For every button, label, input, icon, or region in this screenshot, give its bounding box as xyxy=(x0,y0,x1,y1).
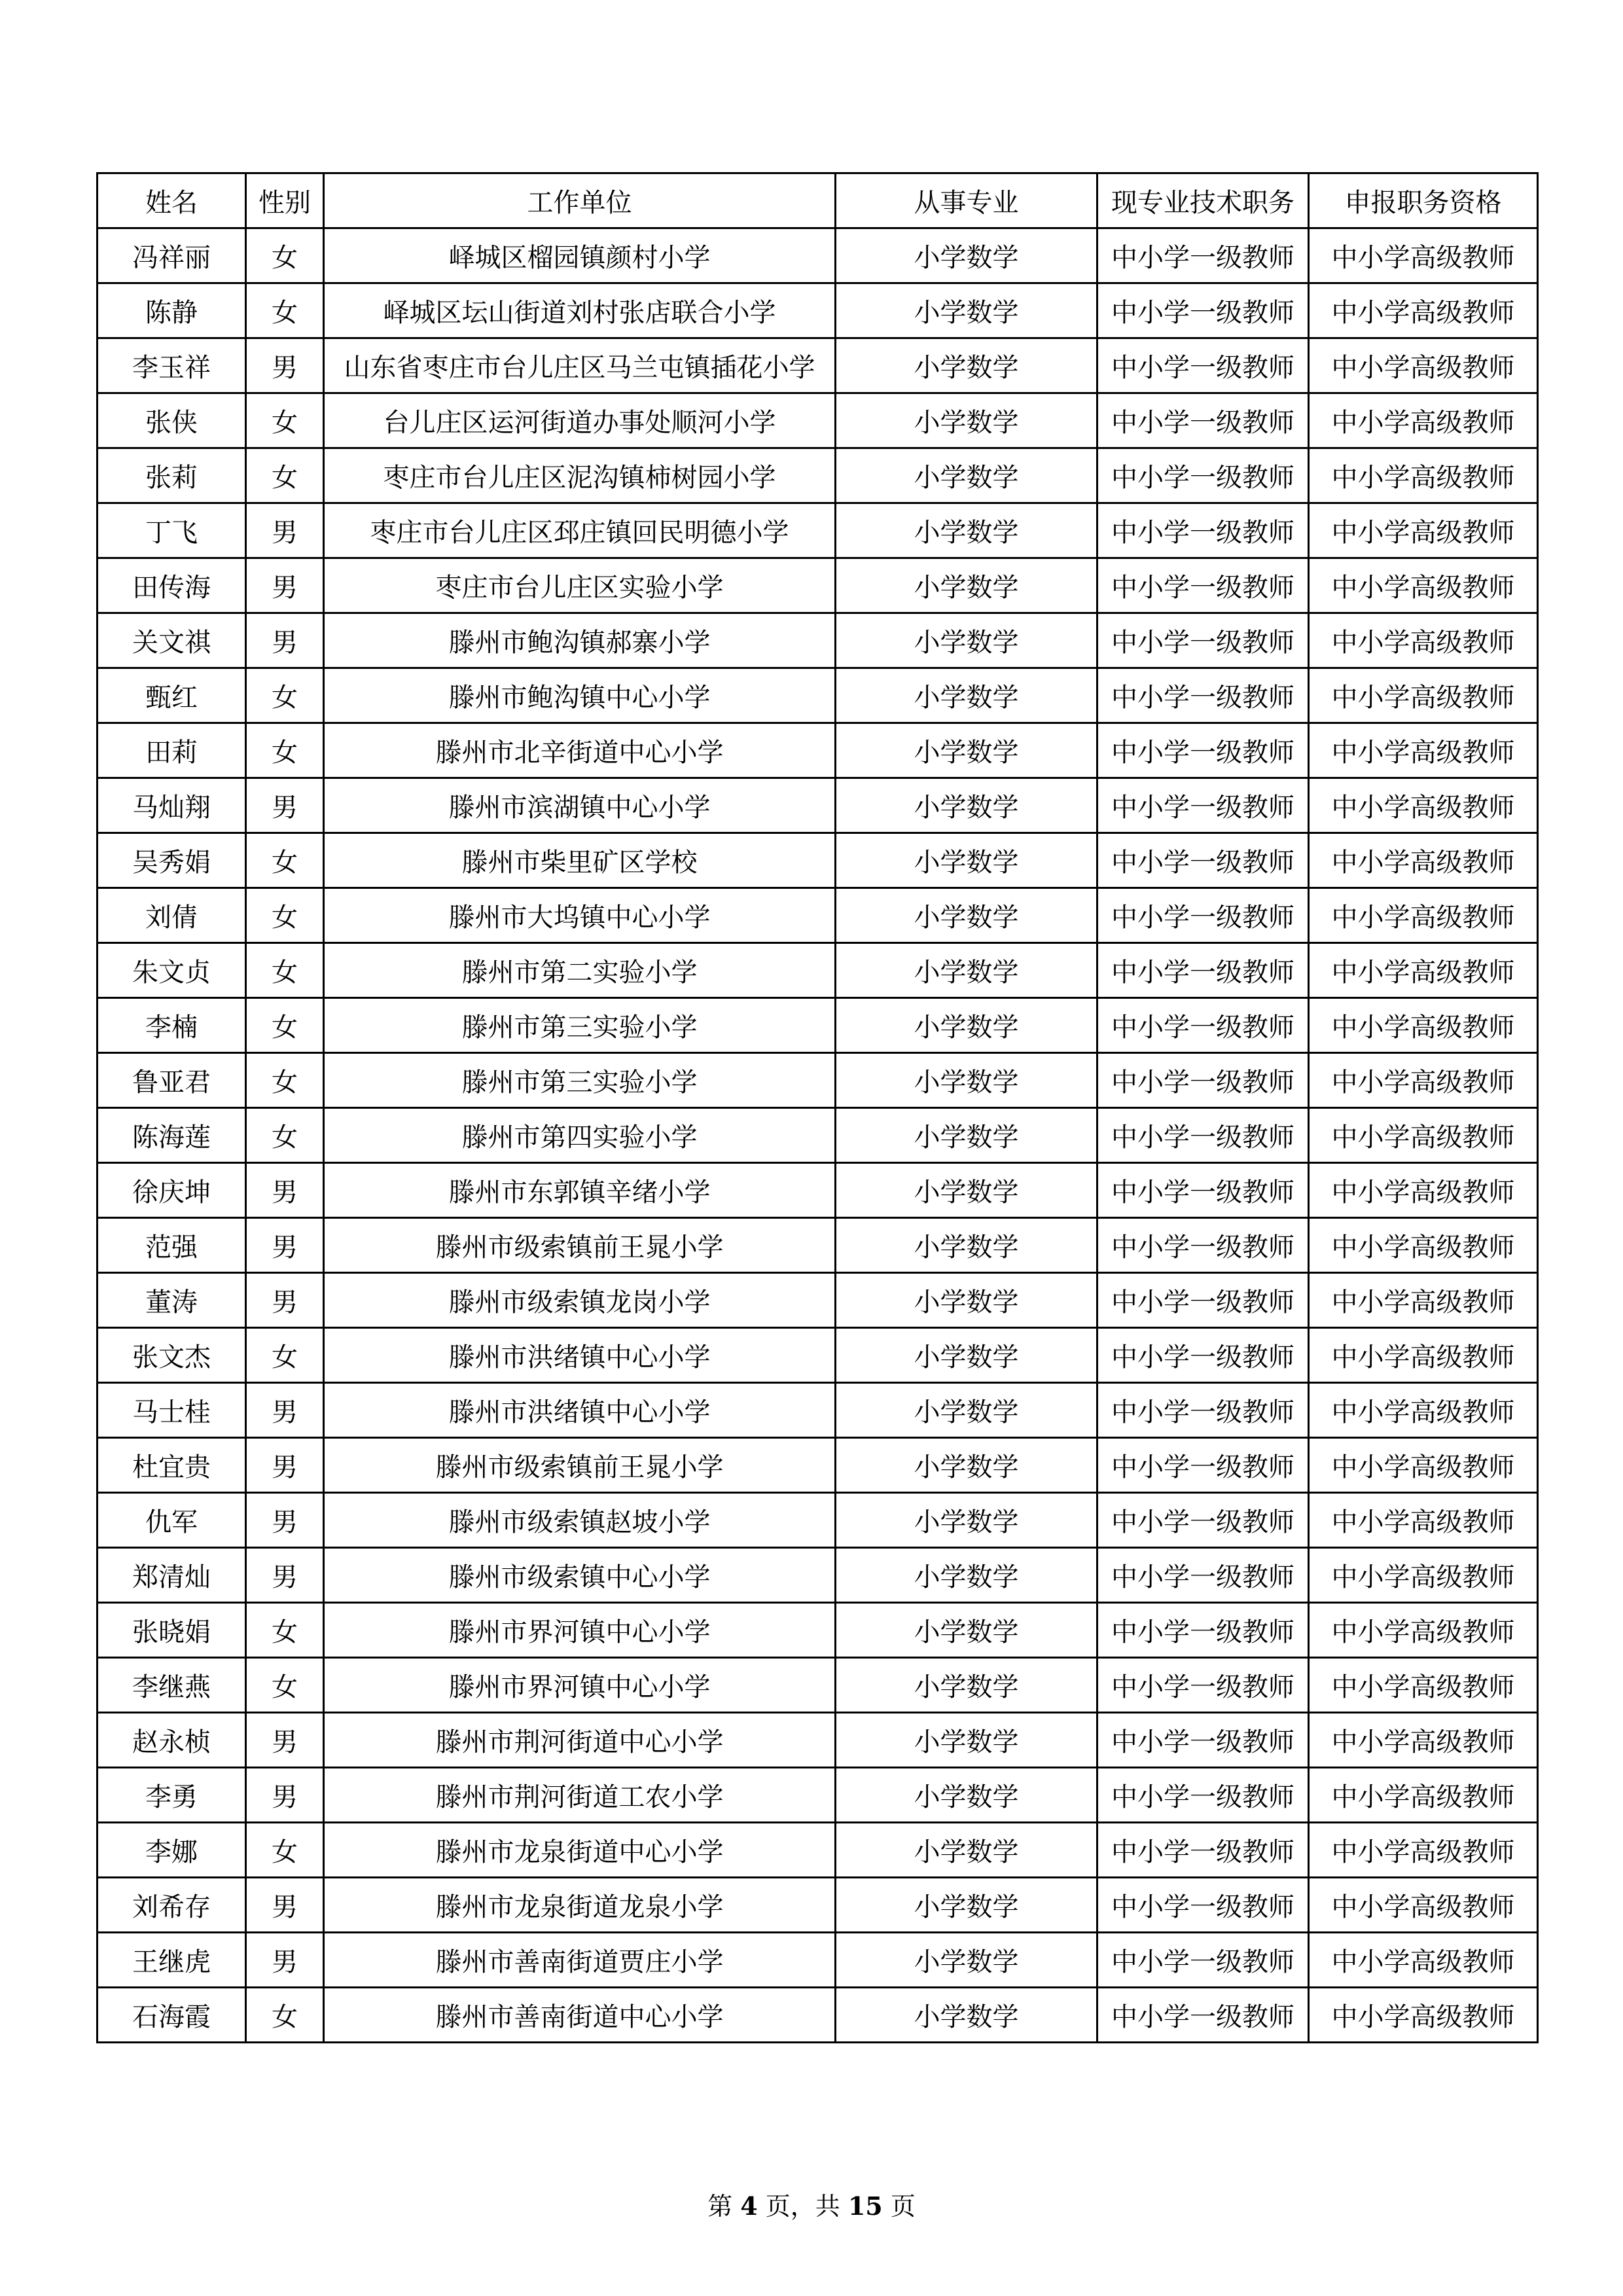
cell-name: 王继虎 xyxy=(98,1933,246,1988)
cell-gender: 男 xyxy=(246,1383,324,1438)
table-row xyxy=(98,338,1538,393)
cell-gender: 男 xyxy=(246,1548,324,1603)
cell-specialty: 小学数学 xyxy=(836,1933,1097,1988)
cell-applied-qualification: 中小学高级教师 xyxy=(1309,943,1538,998)
cell-specialty: 小学数学 xyxy=(836,1053,1097,1108)
cell-specialty: 小学数学 xyxy=(836,1218,1097,1273)
cell-name: 石海霞 xyxy=(98,1988,246,2043)
cell-applied-qualification: 中小学高级教师 xyxy=(1309,393,1538,448)
cell-applied-qualification: 中小学高级教师 xyxy=(1309,1878,1538,1933)
cell-gender: 女 xyxy=(246,393,324,448)
cell-gender: 女 xyxy=(246,833,324,888)
cell-gender: 女 xyxy=(246,1108,324,1163)
cell-work-unit: 滕州市东郭镇辛绪小学 xyxy=(324,1163,836,1218)
cell-name: 李玉祥 xyxy=(98,338,246,393)
table-row xyxy=(98,1108,1538,1163)
table-row xyxy=(98,1383,1538,1438)
cell-name: 徐庆坤 xyxy=(98,1163,246,1218)
cell-work-unit: 滕州市龙泉街道中心小学 xyxy=(324,1823,836,1878)
cell-gender: 女 xyxy=(246,448,324,503)
table-header xyxy=(98,173,1538,228)
cell-specialty: 小学数学 xyxy=(836,723,1097,778)
cell-name: 田莉 xyxy=(98,723,246,778)
cell-gender: 女 xyxy=(246,998,324,1053)
cell-work-unit: 滕州市级索镇中心小学 xyxy=(324,1548,836,1603)
cell-specialty: 小学数学 xyxy=(836,1878,1097,1933)
cell-name: 冯祥丽 xyxy=(98,228,246,283)
table-row xyxy=(98,503,1538,558)
cell-specialty: 小学数学 xyxy=(836,228,1097,283)
cell-current-title: 中小学一级教师 xyxy=(1097,1438,1309,1493)
cell-applied-qualification: 中小学高级教师 xyxy=(1309,1328,1538,1383)
cell-current-title: 中小学一级教师 xyxy=(1097,338,1309,393)
cell-applied-qualification: 中小学高级教师 xyxy=(1309,1713,1538,1768)
table-row xyxy=(98,1163,1538,1218)
cell-specialty: 小学数学 xyxy=(836,778,1097,833)
cell-current-title: 中小学一级教师 xyxy=(1097,833,1309,888)
cell-gender: 男 xyxy=(246,1713,324,1768)
table-row xyxy=(98,833,1538,888)
cell-specialty: 小学数学 xyxy=(836,393,1097,448)
table-row xyxy=(98,1218,1538,1273)
cell-applied-qualification: 中小学高级教师 xyxy=(1309,1108,1538,1163)
cell-work-unit: 枣庄市台儿庄区泥沟镇柿树园小学 xyxy=(324,448,836,503)
cell-gender: 女 xyxy=(246,1328,324,1383)
roster-table xyxy=(96,172,1539,2043)
table-row xyxy=(98,613,1538,668)
cell-applied-qualification: 中小学高级教师 xyxy=(1309,448,1538,503)
cell-name: 关文祺 xyxy=(98,613,246,668)
cell-current-title: 中小学一级教师 xyxy=(1097,283,1309,338)
cell-current-title: 中小学一级教师 xyxy=(1097,998,1309,1053)
cell-applied-qualification: 中小学高级教师 xyxy=(1309,833,1538,888)
cell-gender: 男 xyxy=(246,1438,324,1493)
cell-work-unit: 峄城区榴园镇颜村小学 xyxy=(324,228,836,283)
cell-applied-qualification: 中小学高级教师 xyxy=(1309,613,1538,668)
cell-gender: 男 xyxy=(246,338,324,393)
cell-specialty: 小学数学 xyxy=(836,1658,1097,1713)
table-row xyxy=(98,1658,1538,1713)
table-row xyxy=(98,1878,1538,1933)
cell-name: 甄红 xyxy=(98,668,246,723)
cell-specialty: 小学数学 xyxy=(836,833,1097,888)
table-row xyxy=(98,1988,1538,2043)
cell-current-title: 中小学一级教师 xyxy=(1097,1383,1309,1438)
cell-current-title: 中小学一级教师 xyxy=(1097,1658,1309,1713)
cell-work-unit: 滕州市柴里矿区学校 xyxy=(324,833,836,888)
table-row xyxy=(98,1548,1538,1603)
cell-name: 马灿翔 xyxy=(98,778,246,833)
cell-name: 杜宜贵 xyxy=(98,1438,246,1493)
cell-specialty: 小学数学 xyxy=(836,1823,1097,1878)
cell-specialty: 小学数学 xyxy=(836,503,1097,558)
cell-current-title: 中小学一级教师 xyxy=(1097,1878,1309,1933)
table-row xyxy=(98,448,1538,503)
cell-work-unit: 滕州市大坞镇中心小学 xyxy=(324,888,836,943)
cell-work-unit: 滕州市善南街道中心小学 xyxy=(324,1988,836,2043)
cell-current-title: 中小学一级教师 xyxy=(1097,1548,1309,1603)
cell-specialty: 小学数学 xyxy=(836,613,1097,668)
cell-specialty: 小学数学 xyxy=(836,448,1097,503)
table-row xyxy=(98,1713,1538,1768)
cell-work-unit: 滕州市第四实验小学 xyxy=(324,1108,836,1163)
cell-specialty: 小学数学 xyxy=(836,1108,1097,1163)
cell-applied-qualification: 中小学高级教师 xyxy=(1309,338,1538,393)
cell-current-title: 中小学一级教师 xyxy=(1097,393,1309,448)
cell-current-title: 中小学一级教师 xyxy=(1097,668,1309,723)
table-row xyxy=(98,558,1538,613)
cell-gender: 男 xyxy=(246,778,324,833)
cell-current-title: 中小学一级教师 xyxy=(1097,1108,1309,1163)
cell-applied-qualification: 中小学高级教师 xyxy=(1309,1053,1538,1108)
table-row xyxy=(98,1768,1538,1823)
cell-applied-qualification: 中小学高级教师 xyxy=(1309,283,1538,338)
cell-name: 赵永桢 xyxy=(98,1713,246,1768)
cell-work-unit: 滕州市荆河街道中心小学 xyxy=(324,1713,836,1768)
table-row xyxy=(98,778,1538,833)
cell-specialty: 小学数学 xyxy=(836,558,1097,613)
cell-current-title: 中小学一级教师 xyxy=(1097,723,1309,778)
cell-applied-qualification: 中小学高级教师 xyxy=(1309,1658,1538,1713)
cell-applied-qualification: 中小学高级教师 xyxy=(1309,1163,1538,1218)
cell-current-title: 中小学一级教师 xyxy=(1097,888,1309,943)
cell-work-unit: 滕州市级索镇前王晁小学 xyxy=(324,1438,836,1493)
cell-gender: 女 xyxy=(246,943,324,998)
cell-gender: 女 xyxy=(246,283,324,338)
cell-specialty: 小学数学 xyxy=(836,283,1097,338)
cell-current-title: 中小学一级教师 xyxy=(1097,503,1309,558)
cell-specialty: 小学数学 xyxy=(836,1163,1097,1218)
cell-gender: 女 xyxy=(246,1658,324,1713)
cell-current-title: 中小学一级教师 xyxy=(1097,1053,1309,1108)
cell-gender: 男 xyxy=(246,1768,324,1823)
table-row xyxy=(98,393,1538,448)
cell-specialty: 小学数学 xyxy=(836,888,1097,943)
cell-applied-qualification: 中小学高级教师 xyxy=(1309,1933,1538,1988)
column-header-specialty: 从事专业 xyxy=(836,173,1097,228)
cell-work-unit: 滕州市级索镇前王晁小学 xyxy=(324,1218,836,1273)
cell-gender: 男 xyxy=(246,613,324,668)
table-row xyxy=(98,1328,1538,1383)
header-row xyxy=(98,173,1538,228)
cell-current-title: 中小学一级教师 xyxy=(1097,1328,1309,1383)
cell-current-title: 中小学一级教师 xyxy=(1097,448,1309,503)
cell-name: 张文杰 xyxy=(98,1328,246,1383)
cell-work-unit: 滕州市洪绪镇中心小学 xyxy=(324,1383,836,1438)
cell-current-title: 中小学一级教师 xyxy=(1097,1603,1309,1658)
table-row xyxy=(98,1493,1538,1548)
cell-name: 郑清灿 xyxy=(98,1548,246,1603)
cell-name: 朱文贞 xyxy=(98,943,246,998)
cell-applied-qualification: 中小学高级教师 xyxy=(1309,1823,1538,1878)
cell-current-title: 中小学一级教师 xyxy=(1097,558,1309,613)
footer-page-number: 4 xyxy=(740,2191,758,2221)
cell-name: 吴秀娟 xyxy=(98,833,246,888)
cell-applied-qualification: 中小学高级教师 xyxy=(1309,998,1538,1053)
cell-work-unit: 滕州市第三实验小学 xyxy=(324,1053,836,1108)
cell-name: 田传海 xyxy=(98,558,246,613)
column-header-applied-qualification: 申报职务资格 xyxy=(1309,173,1538,228)
cell-name: 刘希存 xyxy=(98,1878,246,1933)
cell-applied-qualification: 中小学高级教师 xyxy=(1309,1988,1538,2043)
cell-gender: 男 xyxy=(246,558,324,613)
cell-name: 李继燕 xyxy=(98,1658,246,1713)
cell-work-unit: 滕州市鲍沟镇郝寨小学 xyxy=(324,613,836,668)
cell-work-unit: 峄城区坛山街道刘村张店联合小学 xyxy=(324,283,836,338)
table-row xyxy=(98,943,1538,998)
cell-specialty: 小学数学 xyxy=(836,338,1097,393)
page-footer xyxy=(0,2186,1623,2222)
cell-specialty: 小学数学 xyxy=(836,1383,1097,1438)
cell-gender: 男 xyxy=(246,1273,324,1328)
table-row xyxy=(98,1823,1538,1878)
cell-current-title: 中小学一级教师 xyxy=(1097,778,1309,833)
cell-applied-qualification: 中小学高级教师 xyxy=(1309,888,1538,943)
cell-work-unit: 滕州市级索镇赵坡小学 xyxy=(324,1493,836,1548)
cell-current-title: 中小学一级教师 xyxy=(1097,1493,1309,1548)
cell-work-unit: 滕州市洪绪镇中心小学 xyxy=(324,1328,836,1383)
cell-applied-qualification: 中小学高级教师 xyxy=(1309,1218,1538,1273)
cell-gender: 女 xyxy=(246,668,324,723)
cell-applied-qualification: 中小学高级教师 xyxy=(1309,1603,1538,1658)
cell-name: 陈海莲 xyxy=(98,1108,246,1163)
cell-current-title: 中小学一级教师 xyxy=(1097,1273,1309,1328)
cell-applied-qualification: 中小学高级教师 xyxy=(1309,1548,1538,1603)
table-row xyxy=(98,283,1538,338)
cell-specialty: 小学数学 xyxy=(836,1548,1097,1603)
cell-work-unit: 滕州市滨湖镇中心小学 xyxy=(324,778,836,833)
cell-gender: 女 xyxy=(246,888,324,943)
cell-work-unit: 滕州市鲍沟镇中心小学 xyxy=(324,668,836,723)
cell-specialty: 小学数学 xyxy=(836,1988,1097,2043)
cell-gender: 女 xyxy=(246,228,324,283)
column-header-work-unit: 工作单位 xyxy=(324,173,836,228)
footer-middle: 页，共 xyxy=(757,2192,848,2221)
cell-work-unit: 枣庄市台儿庄区实验小学 xyxy=(324,558,836,613)
cell-name: 仇军 xyxy=(98,1493,246,1548)
cell-specialty: 小学数学 xyxy=(836,1493,1097,1548)
cell-name: 张晓娟 xyxy=(98,1603,246,1658)
table-row xyxy=(98,1053,1538,1108)
cell-specialty: 小学数学 xyxy=(836,943,1097,998)
cell-gender: 女 xyxy=(246,1603,324,1658)
cell-work-unit: 滕州市第三实验小学 xyxy=(324,998,836,1053)
cell-applied-qualification: 中小学高级教师 xyxy=(1309,1438,1538,1493)
cell-work-unit: 台儿庄区运河街道办事处顺河小学 xyxy=(324,393,836,448)
cell-gender: 男 xyxy=(246,1493,324,1548)
cell-applied-qualification: 中小学高级教师 xyxy=(1309,723,1538,778)
cell-current-title: 中小学一级教师 xyxy=(1097,228,1309,283)
cell-specialty: 小学数学 xyxy=(836,998,1097,1053)
cell-current-title: 中小学一级教师 xyxy=(1097,1933,1309,1988)
table-body xyxy=(98,228,1538,2043)
cell-specialty: 小学数学 xyxy=(836,1328,1097,1383)
cell-name: 马士桂 xyxy=(98,1383,246,1438)
cell-gender: 男 xyxy=(246,1878,324,1933)
cell-applied-qualification: 中小学高级教师 xyxy=(1309,503,1538,558)
cell-applied-qualification: 中小学高级教师 xyxy=(1309,1273,1538,1328)
cell-name: 李楠 xyxy=(98,998,246,1053)
cell-current-title: 中小学一级教师 xyxy=(1097,613,1309,668)
cell-current-title: 中小学一级教师 xyxy=(1097,943,1309,998)
cell-gender: 男 xyxy=(246,1163,324,1218)
cell-name: 丁飞 xyxy=(98,503,246,558)
cell-specialty: 小学数学 xyxy=(836,668,1097,723)
cell-applied-qualification: 中小学高级教师 xyxy=(1309,228,1538,283)
cell-name: 张侠 xyxy=(98,393,246,448)
table-row xyxy=(98,1438,1538,1493)
cell-current-title: 中小学一级教师 xyxy=(1097,1823,1309,1878)
cell-name: 董涛 xyxy=(98,1273,246,1328)
cell-applied-qualification: 中小学高级教师 xyxy=(1309,1383,1538,1438)
table-row xyxy=(98,668,1538,723)
cell-work-unit: 滕州市龙泉街道龙泉小学 xyxy=(324,1878,836,1933)
cell-work-unit: 滕州市级索镇龙岗小学 xyxy=(324,1273,836,1328)
footer-prefix: 第 xyxy=(707,2192,741,2221)
cell-gender: 男 xyxy=(246,503,324,558)
table-row xyxy=(98,723,1538,778)
cell-current-title: 中小学一级教师 xyxy=(1097,1163,1309,1218)
cell-specialty: 小学数学 xyxy=(836,1438,1097,1493)
cell-work-unit: 滕州市界河镇中心小学 xyxy=(324,1603,836,1658)
cell-applied-qualification: 中小学高级教师 xyxy=(1309,778,1538,833)
table-row xyxy=(98,888,1538,943)
cell-gender: 女 xyxy=(246,1988,324,2043)
cell-name: 李勇 xyxy=(98,1768,246,1823)
cell-gender: 男 xyxy=(246,1933,324,1988)
footer-suffix: 页 xyxy=(882,2192,916,2221)
cell-specialty: 小学数学 xyxy=(836,1768,1097,1823)
cell-current-title: 中小学一级教师 xyxy=(1097,1713,1309,1768)
cell-work-unit: 山东省枣庄市台儿庄区马兰屯镇插花小学 xyxy=(324,338,836,393)
cell-specialty: 小学数学 xyxy=(836,1273,1097,1328)
table-row xyxy=(98,1273,1538,1328)
cell-current-title: 中小学一级教师 xyxy=(1097,1218,1309,1273)
footer-total-pages: 15 xyxy=(847,2191,883,2221)
cell-applied-qualification: 中小学高级教师 xyxy=(1309,1493,1538,1548)
cell-applied-qualification: 中小学高级教师 xyxy=(1309,558,1538,613)
cell-work-unit: 滕州市第二实验小学 xyxy=(324,943,836,998)
cell-work-unit: 滕州市善南街道贾庄小学 xyxy=(324,1933,836,1988)
column-header-name: 姓名 xyxy=(98,173,246,228)
cell-name: 鲁亚君 xyxy=(98,1053,246,1108)
cell-name: 李娜 xyxy=(98,1823,246,1878)
cell-name: 范强 xyxy=(98,1218,246,1273)
cell-gender: 女 xyxy=(246,723,324,778)
cell-work-unit: 滕州市北辛街道中心小学 xyxy=(324,723,836,778)
cell-gender: 男 xyxy=(246,1218,324,1273)
cell-applied-qualification: 中小学高级教师 xyxy=(1309,668,1538,723)
cell-work-unit: 枣庄市台儿庄区邳庄镇回民明德小学 xyxy=(324,503,836,558)
cell-current-title: 中小学一级教师 xyxy=(1097,1988,1309,2043)
column-header-gender: 性别 xyxy=(246,173,324,228)
cell-gender: 女 xyxy=(246,1053,324,1108)
cell-name: 刘倩 xyxy=(98,888,246,943)
table-row xyxy=(98,998,1538,1053)
cell-current-title: 中小学一级教师 xyxy=(1097,1768,1309,1823)
table-row xyxy=(98,228,1538,283)
cell-work-unit: 滕州市界河镇中心小学 xyxy=(324,1658,836,1713)
table-row xyxy=(98,1603,1538,1658)
cell-specialty: 小学数学 xyxy=(836,1713,1097,1768)
cell-name: 张莉 xyxy=(98,448,246,503)
column-header-current-title: 现专业技术职务 xyxy=(1097,173,1309,228)
cell-gender: 女 xyxy=(246,1823,324,1878)
cell-applied-qualification: 中小学高级教师 xyxy=(1309,1768,1538,1823)
cell-name: 陈静 xyxy=(98,283,246,338)
cell-specialty: 小学数学 xyxy=(836,1603,1097,1658)
table-row xyxy=(98,1933,1538,1988)
cell-work-unit: 滕州市荆河街道工农小学 xyxy=(324,1768,836,1823)
